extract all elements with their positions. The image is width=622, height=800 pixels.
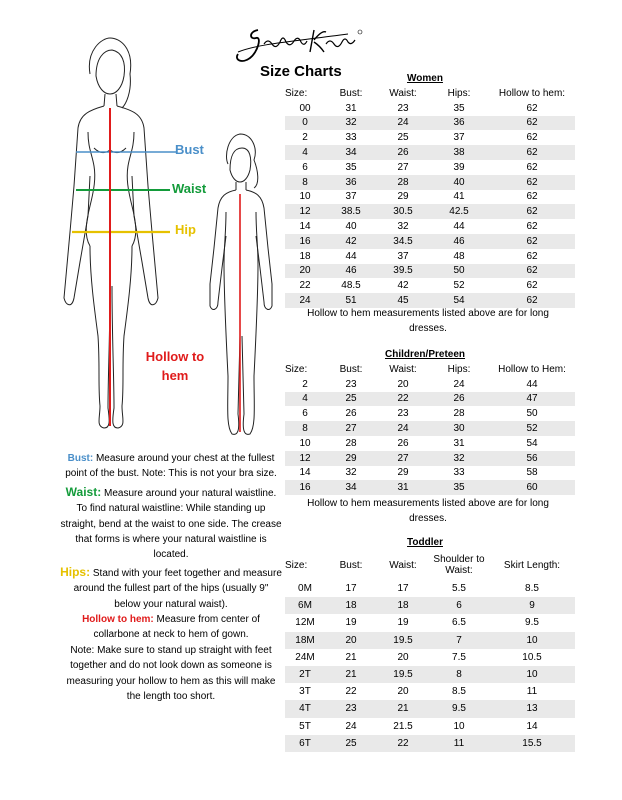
- table-cell: 62: [489, 175, 575, 190]
- table-cell: 00: [299, 102, 311, 114]
- children-column-header: Size:: [285, 363, 308, 375]
- table-cell: 19: [397, 617, 409, 629]
- table-cell: 34: [325, 145, 377, 160]
- table-cell: 4: [285, 145, 325, 160]
- table-cell: 6T: [285, 735, 325, 752]
- table-cell: 18: [299, 250, 311, 262]
- table-cell: 48.5: [341, 280, 361, 292]
- hips-instruction-text: Stand with your feet together and measure around the fullest part of the hips (usually 9" below your natural waist).: [73, 567, 282, 610]
- table-cell: 29: [397, 191, 409, 203]
- table-cell: 42.5: [429, 204, 489, 219]
- table-row: [285, 377, 575, 392]
- table-row: [285, 683, 575, 700]
- table-cell: 40: [429, 175, 489, 190]
- table-row: [285, 480, 575, 495]
- bust-instruction-text: Measure around your chest at the fullest point of the bust. Note: This is not your bra size.: [65, 453, 277, 480]
- children-chart-title: Children/Preteen: [384, 349, 466, 360]
- bust-label: Bust: [175, 142, 204, 157]
- table-cell: 32: [429, 451, 489, 466]
- women-column-header: Hips:: [447, 87, 471, 99]
- children-column-header: Bust:: [339, 363, 363, 375]
- hollow-to-hem-label: [140, 347, 210, 385]
- table-cell: 2: [302, 378, 308, 390]
- children-size-table: [285, 362, 575, 495]
- women-column-header: Waist:: [389, 87, 417, 99]
- table-cell: 62: [526, 280, 538, 292]
- table-cell: 26: [397, 437, 409, 449]
- table-cell: 12: [285, 451, 325, 466]
- women-column-header: Bust:: [339, 87, 363, 99]
- measuring-instructions: [60, 451, 282, 705]
- table-cell: 62: [489, 204, 575, 219]
- toddler-header-row: [285, 550, 575, 580]
- children-header-row: [285, 362, 575, 377]
- table-cell: 38.5: [325, 204, 377, 219]
- table-cell: 7: [429, 632, 489, 649]
- table-cell: 5.5: [452, 583, 466, 595]
- page-title: Size Charts: [260, 63, 342, 80]
- table-cell: 9.5: [525, 617, 539, 629]
- table-cell: 34.5: [377, 234, 429, 249]
- table-cell: 6: [302, 408, 308, 420]
- women-header-row: [285, 86, 575, 101]
- table-cell: 12: [285, 204, 325, 219]
- table-cell: 14: [299, 221, 311, 233]
- hollow-key: Hollow to hem:: [82, 614, 154, 626]
- children-column-header: Hips:: [447, 363, 471, 375]
- table-cell: 51: [325, 293, 377, 308]
- table-cell: 24M: [295, 651, 315, 663]
- table-cell: 36: [429, 116, 489, 131]
- table-cell: 20: [325, 632, 377, 649]
- table-cell: 24: [285, 293, 325, 308]
- waist-instruction: [60, 485, 282, 563]
- table-cell: 23: [345, 378, 357, 390]
- table-cell: 20: [397, 686, 409, 698]
- table-cell: 50: [526, 408, 538, 420]
- table-cell: 47: [489, 392, 575, 407]
- table-cell: 20: [397, 378, 409, 390]
- table-cell: 24: [453, 378, 465, 390]
- table-cell: 32: [397, 221, 409, 233]
- table-row: [285, 130, 575, 145]
- table-cell: 28: [345, 437, 357, 449]
- table-row: [285, 278, 575, 293]
- table-cell: 50: [429, 264, 489, 279]
- table-row: [285, 466, 575, 481]
- table-row: [285, 597, 575, 614]
- table-cell: 44: [453, 221, 465, 233]
- table-cell: 62: [489, 116, 575, 131]
- table-cell: 28: [377, 175, 429, 190]
- table-row: [285, 249, 575, 264]
- measurement-figures: [60, 36, 300, 448]
- table-cell: 25: [397, 132, 409, 144]
- table-cell: 10: [299, 191, 311, 203]
- table-cell: 27: [325, 421, 377, 436]
- table-row: [285, 580, 575, 597]
- table-cell: 37: [453, 132, 465, 144]
- table-cell: 10.5: [522, 651, 542, 663]
- table-cell: 56: [489, 451, 575, 466]
- table-cell: 39: [453, 161, 465, 173]
- hollow-instruction-text: Measure from center of collarbone at neck to hem of gown.: [93, 614, 260, 641]
- toddler-column-header: Waist:: [389, 559, 417, 571]
- table-cell: 6M: [285, 597, 325, 614]
- bust-key: Bust:: [67, 453, 94, 464]
- women-size-table: [285, 86, 575, 308]
- table-cell: 20: [285, 264, 325, 279]
- table-cell: 62: [526, 250, 538, 262]
- table-row: [285, 101, 575, 116]
- hollow-label-line1: Hollow to: [145, 349, 205, 364]
- table-cell: 10: [453, 720, 465, 732]
- table-cell: 62: [489, 145, 575, 160]
- table-cell: 6: [429, 597, 489, 614]
- table-row: [285, 219, 575, 234]
- table-cell: 17: [397, 583, 409, 595]
- table-cell: 44: [526, 378, 538, 390]
- table-cell: 54: [526, 437, 538, 449]
- table-cell: 15.5: [489, 735, 575, 752]
- table-cell: 62: [526, 132, 538, 144]
- toddler-column-header: Bust:: [339, 559, 363, 571]
- table-cell: 20: [397, 651, 409, 663]
- table-cell: 21: [325, 666, 377, 683]
- table-cell: 9.5: [429, 700, 489, 717]
- table-cell: 0: [285, 116, 325, 131]
- table-cell: 35: [429, 480, 489, 495]
- table-cell: 54: [429, 293, 489, 308]
- table-cell: 34: [325, 480, 377, 495]
- table-cell: 52: [489, 421, 575, 436]
- child-figure: [210, 134, 272, 434]
- toddler-column-header: Shoulder to Waist:: [433, 554, 485, 576]
- table-cell: 36: [325, 175, 377, 190]
- table-row: [285, 436, 575, 451]
- toddler-column-header: Skirt Length:: [503, 559, 561, 571]
- table-cell: 25: [325, 392, 377, 407]
- table-cell: 10: [489, 632, 575, 649]
- table-cell: 37: [345, 191, 357, 203]
- waist-key: Waist:: [65, 484, 102, 499]
- table-cell: 14: [526, 720, 538, 732]
- table-cell: 11: [429, 735, 489, 752]
- table-cell: 32: [325, 116, 377, 131]
- table-cell: 60: [489, 480, 575, 495]
- table-cell: 8: [285, 175, 325, 190]
- table-cell: 6.5: [452, 617, 466, 629]
- table-row: [285, 666, 575, 683]
- table-cell: 52: [453, 280, 465, 292]
- table-cell: 10: [299, 437, 311, 449]
- table-cell: 21: [345, 651, 357, 663]
- table-row: [285, 145, 575, 160]
- table-row: [285, 204, 575, 219]
- table-cell: 9: [489, 597, 575, 614]
- table-cell: 41: [453, 191, 465, 203]
- table-cell: 22: [299, 280, 311, 292]
- table-cell: 10: [489, 666, 575, 683]
- table-cell: 23: [325, 700, 377, 717]
- women-column-header: Hollow to hem:: [498, 87, 566, 99]
- table-cell: 32: [345, 467, 357, 479]
- table-cell: 6: [302, 161, 308, 173]
- table-row: [285, 116, 575, 131]
- table-cell: 2T: [285, 666, 325, 683]
- table-cell: 33: [453, 467, 465, 479]
- table-cell: 18M: [285, 632, 325, 649]
- table-row: [285, 234, 575, 249]
- table-cell: 33: [345, 132, 357, 144]
- table-cell: 16: [285, 480, 325, 495]
- table-cell: 62: [526, 221, 538, 233]
- table-row: [285, 190, 575, 205]
- table-cell: 18: [377, 597, 429, 614]
- table-cell: 26: [345, 408, 357, 420]
- table-cell: 8: [429, 666, 489, 683]
- table-cell: 46: [429, 234, 489, 249]
- table-cell: 19.5: [377, 632, 429, 649]
- table-cell: 21.5: [393, 720, 413, 732]
- children-column-header: Hollow to Hem:: [498, 363, 566, 375]
- table-cell: 35: [453, 102, 465, 114]
- table-cell: 62: [489, 264, 575, 279]
- table-cell: 11: [526, 686, 538, 698]
- table-cell: 23: [397, 408, 409, 420]
- toddler-chart-title: Toddler: [407, 537, 443, 548]
- women-note: Hollow to hem measurements listed above are for long dresses.: [307, 308, 549, 334]
- table-cell: 22: [377, 392, 429, 407]
- table-cell: 38: [429, 145, 489, 160]
- table-cell: 26: [429, 392, 489, 407]
- table-cell: 17: [345, 583, 357, 595]
- table-row: [285, 421, 575, 436]
- table-cell: 16: [285, 234, 325, 249]
- table-cell: 14: [299, 467, 311, 479]
- children-column-header: Waist:: [389, 363, 417, 375]
- table-cell: 42: [397, 280, 409, 292]
- table-cell: 29: [397, 467, 409, 479]
- table-cell: 30.5: [377, 204, 429, 219]
- table-row: [285, 160, 575, 175]
- table-cell: 19: [345, 617, 357, 629]
- table-cell: 24: [345, 720, 357, 732]
- table-row: [285, 735, 575, 752]
- table-cell: 8.5: [525, 583, 539, 595]
- table-cell: 13: [489, 700, 575, 717]
- table-row: [285, 264, 575, 279]
- table-cell: 48: [453, 250, 465, 262]
- table-cell: 62: [489, 234, 575, 249]
- table-cell: 40: [345, 221, 357, 233]
- women-column-header: Size:: [285, 87, 308, 99]
- table-row: [285, 614, 575, 631]
- table-cell: 35: [345, 161, 357, 173]
- hollow-instruction: [60, 612, 282, 643]
- table-cell: 2: [302, 132, 308, 144]
- toddler-size-table: [285, 550, 575, 752]
- table-cell: 37: [397, 250, 409, 262]
- measuring-note: Note: Make sure to stand up straight with feet together and do not look down as someone is measuring your hollow to hem as this will make the length too short.: [66, 644, 276, 703]
- waist-label: Waist: [172, 181, 207, 196]
- table-row: [285, 175, 575, 190]
- table-cell: 8: [285, 421, 325, 436]
- hips-key: Hips:: [60, 564, 91, 579]
- table-cell: 62: [526, 102, 538, 114]
- table-cell: 0M: [298, 583, 312, 595]
- table-cell: 19.5: [377, 666, 429, 683]
- table-cell: 31: [453, 437, 465, 449]
- table-cell: 23: [397, 102, 409, 114]
- table-cell: 42: [325, 234, 377, 249]
- table-cell: 28: [453, 408, 465, 420]
- women-chart-title: Women: [407, 73, 443, 84]
- table-cell: 31: [377, 480, 429, 495]
- table-row: [285, 700, 575, 717]
- table-row: [285, 406, 575, 421]
- table-cell: 24: [377, 116, 429, 131]
- table-cell: 7.5: [452, 651, 466, 663]
- table-cell: 18: [325, 597, 377, 614]
- table-row: [285, 632, 575, 649]
- table-cell: 12M: [295, 617, 315, 629]
- table-row: [285, 718, 575, 735]
- table-cell: 5T: [299, 720, 311, 732]
- table-cell: 8.5: [452, 686, 466, 698]
- table-cell: 22: [345, 686, 357, 698]
- table-cell: 62: [526, 161, 538, 173]
- table-cell: 46: [325, 264, 377, 279]
- table-cell: 24: [377, 421, 429, 436]
- table-cell: 21: [377, 700, 429, 717]
- table-row: [285, 451, 575, 466]
- waist-instruction-text: Measure around your natural waistline. To find natural waistline: While standing up straight, bend at the waist to one side. The crease that forms is where your natural waistline is located.: [60, 487, 282, 561]
- bust-instruction: [60, 451, 282, 482]
- table-cell: 44: [345, 250, 357, 262]
- table-cell: 4T: [285, 700, 325, 717]
- table-cell: 45: [377, 293, 429, 308]
- table-row: [285, 649, 575, 666]
- table-cell: 62: [489, 293, 575, 308]
- table-cell: 62: [526, 191, 538, 203]
- table-cell: 29: [325, 451, 377, 466]
- hollow-label-line2: hem: [161, 368, 189, 383]
- table-cell: 27: [397, 161, 409, 173]
- hip-label: Hip: [175, 222, 196, 237]
- table-cell: 58: [526, 467, 538, 479]
- table-cell: 4: [285, 392, 325, 407]
- table-row: [285, 392, 575, 407]
- table-cell: 25: [325, 735, 377, 752]
- toddler-column-header: Size:: [285, 559, 308, 571]
- table-cell: 27: [377, 451, 429, 466]
- children-note: Hollow to hem measurements listed above are for long dresses.: [307, 498, 549, 524]
- hips-instruction: [60, 565, 282, 612]
- table-cell: 30: [429, 421, 489, 436]
- table-cell: 26: [377, 145, 429, 160]
- table-cell: 3T: [299, 686, 311, 698]
- table-cell: 22: [377, 735, 429, 752]
- table-cell: 31: [345, 102, 357, 114]
- table-cell: 39.5: [377, 264, 429, 279]
